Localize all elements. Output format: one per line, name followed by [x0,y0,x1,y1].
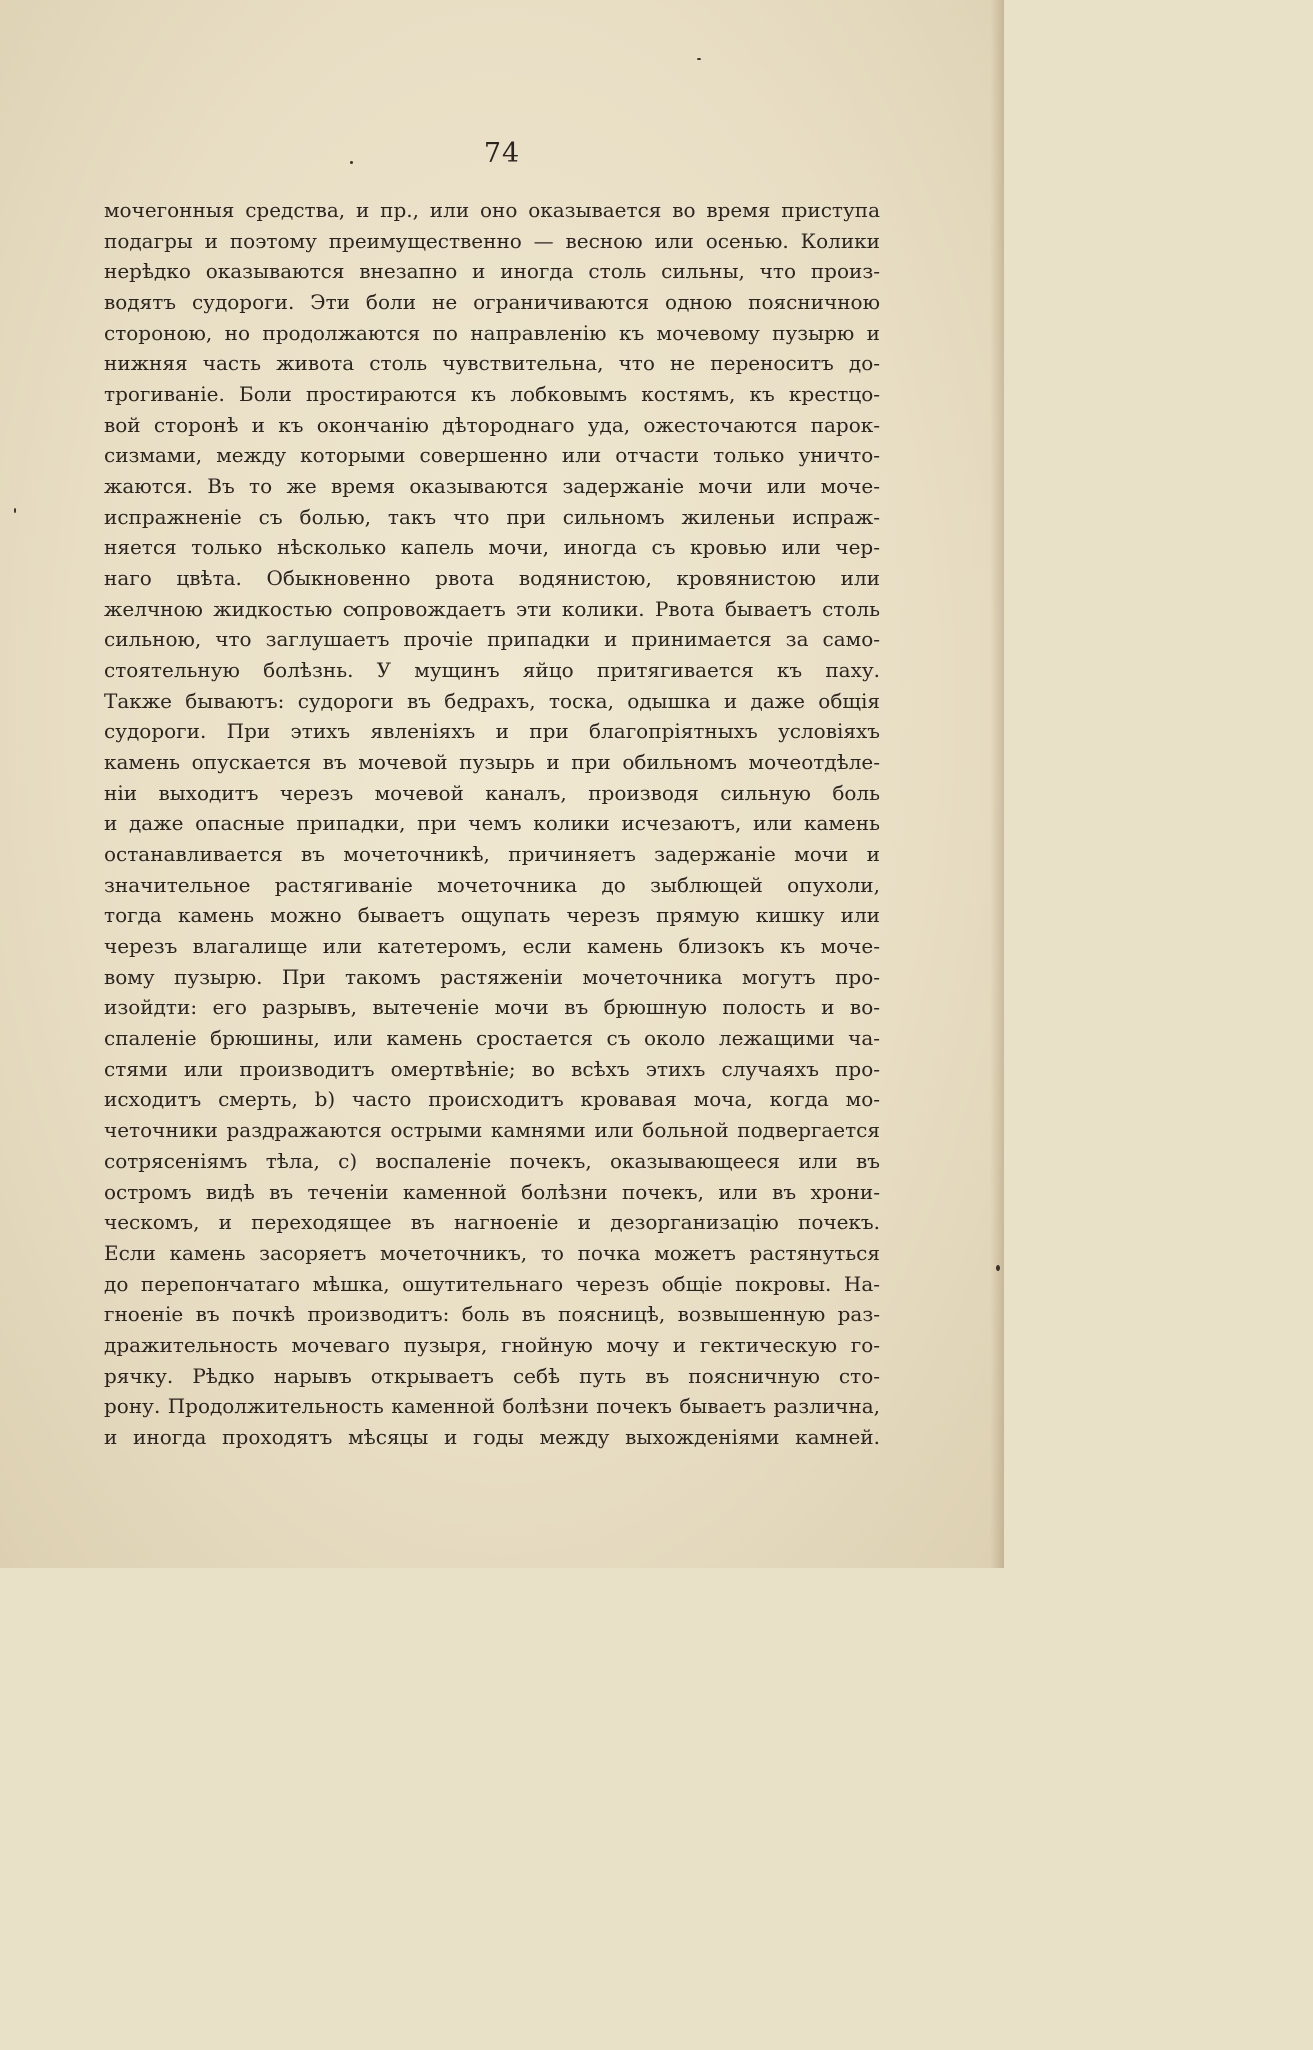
text-line: трогиваніе. Боли простираются къ лобковымъ костямъ, къ крестцо- [104,382,880,407]
text-line: няется только нѣсколько капель мочи, иногда съ кровью или чер- [104,535,880,560]
text-line: водятъ судороги. Эти боли не ограничиваются одною поясничною [104,290,880,315]
text-line: останавливается въ мочеточникѣ, причиняетъ задержаніе мочи и [104,842,880,867]
text-line: рячку. Рѣдко нарывъ открываетъ себѣ путь въ поясничную сто- [104,1363,880,1388]
text-line: сильною, что заглушаетъ прочіе припадки и принимается за само- [104,627,880,652]
text-line: подагры и поэтому преимущественно — весною или осенью. Колики [104,228,880,253]
text-line: стороною, но продолжаются по направленію къ мочевому пузырю и [104,320,880,345]
text-line: ніи выходитъ черезъ мочевой каналъ, производя сильную боль [104,780,880,805]
text-line: нерѣдко оказываются внезапно и иногда столь сильны, что произ- [104,259,880,284]
text-line: и иногда проходятъ мѣсяцы и годы между выхожденіями камней. [104,1424,880,1449]
page-edge-shadow [990,0,1004,1568]
text-line: сизмами, между которыми совершенно или отчасти только уничто- [104,443,880,468]
text-line: изойдти: его разрывъ, вытеченіе мочи въ брюшную полость и во- [104,995,880,1020]
text-line: до перепончатаго мѣшка, ошутительнаго черезъ общіе покровы. На- [104,1271,880,1296]
text-line: рону. Продолжительность каменной болѣзни почекъ бываетъ различна, [104,1394,880,1419]
text-line: тогда камень можно бываетъ ощупать черезъ прямую кишку или [104,903,880,928]
text-line: значительное растягиваніе мочеточника до зыблющей опухоли, [104,872,880,897]
text-line: нижняя часть живота столь чувствительна, что не переноситъ до- [104,351,880,376]
text-line: и даже опасные припадки, при чемъ колики исчезаютъ, или камень [104,811,880,836]
text-line: спаленіе брюшины, или камень сростается съ около лежащими ча- [104,1026,880,1051]
text-line: гноеніе въ почкѣ производитъ: боль въ поясницѣ, возвышенную раз- [104,1302,880,1327]
text-line: вому пузырю. При такомъ растяженіи мочеточника могутъ про- [104,964,880,989]
text-line: мочегонныя средства, и пр., или оно оказывается во время приступа [104,198,880,222]
ink-speck [14,508,16,513]
text-line: ческомъ, и переходящее въ нагноеніе и дезорганизацію почекъ. [104,1210,880,1235]
text-line: вой сторонѣ и къ окончанію дѣтороднаго уда, ожесточаются парок- [104,412,880,437]
ink-speck [996,1265,1000,1271]
text-line: Если камень засоряетъ мочеточникъ, то почка можетъ растянуться [104,1240,880,1265]
text-line: наго цвѣта. Обыкновенно рвота водянистою, кровянистою или [104,566,880,591]
text-line: четочники раздражаются острыми камнями или больной подвергается [104,1118,880,1143]
page-number: 74 [483,138,521,169]
text-line: сотрясеніямъ тѣла, c) воспаленіе почекъ, оказывающееся или въ [104,1148,880,1173]
body-text [104,195,880,1453]
text-line: судороги. При этихъ явленіяхъ и при благопріятныхъ условіяхъ [104,719,880,744]
text-line: стями или производитъ омертвѣніе; во всѣхъ этихъ случаяхъ про- [104,1056,880,1081]
text-line: исходитъ смерть, b) часто происходитъ кровавая моча, когда мо- [104,1087,880,1112]
text-line: черезъ влагалище или катетеромъ, если камень близокъ къ моче- [104,934,880,959]
text-line: стоятельную болѣзнь. У мущинъ яйцо притягивается къ паху. [104,658,880,683]
text-line: камень опускается въ мочевой пузырь и при обильномъ мочеотдѣле- [104,750,880,775]
text-line: испражненіе съ болью, такъ что при сильномъ жиленьи испраж- [104,504,880,529]
text-line: желчною жидкостью сопровождаетъ эти колики. Рвота бываетъ столь [104,596,880,621]
ink-speck [697,58,701,60]
text-line: остромъ видѣ въ теченіи каменной болѣзни почекъ, или въ хрони- [104,1179,880,1204]
text-line: жаются. Въ то же время оказываются задержаніе мочи или моче- [104,474,880,499]
text-line: Также бываютъ: судороги въ бедрахъ, тоска, одышка и даже общія [104,688,880,713]
text-line: дражительность мочеваго пузыря, гнойную мочу и гектическую го- [104,1332,880,1357]
